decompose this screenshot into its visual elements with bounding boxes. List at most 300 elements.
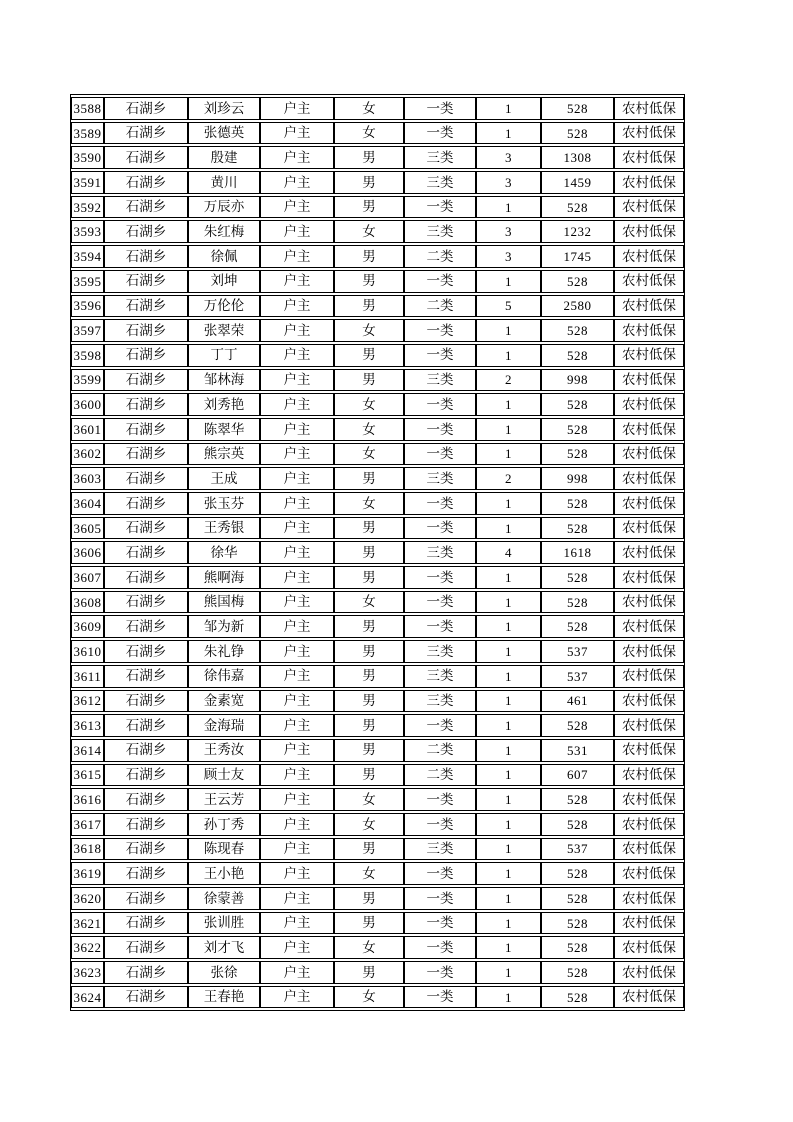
- township-cell: 石湖乡: [104, 467, 188, 490]
- table-row: [71, 739, 684, 762]
- relation-cell: 户主: [260, 344, 334, 367]
- amount-cell: 528: [541, 862, 614, 885]
- headcount-cell: 1: [476, 640, 541, 663]
- amount-cell: 1308: [541, 146, 614, 169]
- category-cell: 一类: [404, 591, 476, 614]
- amount-cell: 531: [541, 739, 614, 762]
- relation-cell: 户主: [260, 369, 334, 392]
- table-row: [71, 393, 684, 416]
- township-cell: 石湖乡: [104, 665, 188, 688]
- headcount-cell: 1: [476, 764, 541, 787]
- name-cell: 王成: [188, 467, 260, 490]
- amount-cell: 537: [541, 640, 614, 663]
- table-row: [71, 171, 684, 194]
- serial-cell: 3604: [71, 492, 104, 515]
- headcount-cell: 1: [476, 986, 541, 1009]
- table-row: [71, 640, 684, 663]
- assistance-type-cell: 农村低保: [614, 418, 684, 441]
- name-cell: 金素宽: [188, 690, 260, 713]
- headcount-cell: 1: [476, 665, 541, 688]
- welfare-roster-body: [71, 97, 684, 1008]
- table-row: [71, 196, 684, 219]
- name-cell: 刘珍云: [188, 97, 260, 120]
- relation-cell: 户主: [260, 690, 334, 713]
- serial-cell: 3609: [71, 615, 104, 638]
- headcount-cell: 1: [476, 443, 541, 466]
- serial-cell: 3620: [71, 887, 104, 910]
- amount-cell: 2580: [541, 295, 614, 318]
- serial-cell: 3601: [71, 418, 104, 441]
- table-row: [71, 369, 684, 392]
- township-cell: 石湖乡: [104, 220, 188, 243]
- township-cell: 石湖乡: [104, 690, 188, 713]
- relation-cell: 户主: [260, 196, 334, 219]
- name-cell: 张德英: [188, 122, 260, 145]
- headcount-cell: 1: [476, 270, 541, 293]
- name-cell: 朱红梅: [188, 220, 260, 243]
- name-cell: 王云芳: [188, 788, 260, 811]
- category-cell: 三类: [404, 838, 476, 861]
- township-cell: 石湖乡: [104, 714, 188, 737]
- name-cell: 王秀银: [188, 517, 260, 540]
- category-cell: 三类: [404, 690, 476, 713]
- name-cell: 陈现春: [188, 838, 260, 861]
- serial-cell: 3614: [71, 739, 104, 762]
- serial-cell: 3594: [71, 245, 104, 268]
- name-cell: 邹林海: [188, 369, 260, 392]
- serial-cell: 3603: [71, 467, 104, 490]
- assistance-type-cell: 农村低保: [614, 517, 684, 540]
- name-cell: 熊啊海: [188, 566, 260, 589]
- category-cell: 一类: [404, 615, 476, 638]
- serial-cell: 3600: [71, 393, 104, 416]
- relation-cell: 户主: [260, 640, 334, 663]
- amount-cell: 998: [541, 369, 614, 392]
- township-cell: 石湖乡: [104, 936, 188, 959]
- serial-cell: 3616: [71, 788, 104, 811]
- gender-cell: 女: [334, 418, 404, 441]
- assistance-type-cell: 农村低保: [614, 986, 684, 1009]
- relation-cell: 户主: [260, 739, 334, 762]
- category-cell: 一类: [404, 788, 476, 811]
- table-row: [71, 295, 684, 318]
- category-cell: 二类: [404, 295, 476, 318]
- amount-cell: 537: [541, 838, 614, 861]
- township-cell: 石湖乡: [104, 443, 188, 466]
- table-row: [71, 97, 684, 120]
- serial-cell: 3590: [71, 146, 104, 169]
- relation-cell: 户主: [260, 566, 334, 589]
- serial-cell: 3622: [71, 936, 104, 959]
- assistance-type-cell: 农村低保: [614, 245, 684, 268]
- category-cell: 一类: [404, 813, 476, 836]
- relation-cell: 户主: [260, 615, 334, 638]
- category-cell: 一类: [404, 97, 476, 120]
- township-cell: 石湖乡: [104, 196, 188, 219]
- headcount-cell: 1: [476, 788, 541, 811]
- gender-cell: 男: [334, 566, 404, 589]
- table-row: [71, 122, 684, 145]
- gender-cell: 女: [334, 936, 404, 959]
- serial-cell: 3612: [71, 690, 104, 713]
- category-cell: 一类: [404, 418, 476, 441]
- serial-cell: 3605: [71, 517, 104, 540]
- assistance-type-cell: 农村低保: [614, 640, 684, 663]
- township-cell: 石湖乡: [104, 517, 188, 540]
- township-cell: 石湖乡: [104, 171, 188, 194]
- headcount-cell: 2: [476, 369, 541, 392]
- assistance-type-cell: 农村低保: [614, 97, 684, 120]
- gender-cell: 女: [334, 591, 404, 614]
- gender-cell: 男: [334, 690, 404, 713]
- assistance-type-cell: 农村低保: [614, 344, 684, 367]
- headcount-cell: 1: [476, 690, 541, 713]
- relation-cell: 户主: [260, 443, 334, 466]
- assistance-type-cell: 农村低保: [614, 961, 684, 984]
- gender-cell: 女: [334, 97, 404, 120]
- headcount-cell: 3: [476, 245, 541, 268]
- relation-cell: 户主: [260, 764, 334, 787]
- headcount-cell: 1: [476, 418, 541, 441]
- amount-cell: 528: [541, 196, 614, 219]
- assistance-type-cell: 农村低保: [614, 813, 684, 836]
- township-cell: 石湖乡: [104, 640, 188, 663]
- category-cell: 三类: [404, 220, 476, 243]
- serial-cell: 3611: [71, 665, 104, 688]
- gender-cell: 女: [334, 986, 404, 1009]
- township-cell: 石湖乡: [104, 97, 188, 120]
- serial-cell: 3613: [71, 714, 104, 737]
- amount-cell: 528: [541, 912, 614, 935]
- township-cell: 石湖乡: [104, 418, 188, 441]
- assistance-type-cell: 农村低保: [614, 714, 684, 737]
- name-cell: 黄川: [188, 171, 260, 194]
- table-row: [71, 986, 684, 1009]
- table-row: [71, 813, 684, 836]
- category-cell: 三类: [404, 369, 476, 392]
- serial-cell: 3606: [71, 541, 104, 564]
- category-cell: 三类: [404, 665, 476, 688]
- township-cell: 石湖乡: [104, 492, 188, 515]
- assistance-type-cell: 农村低保: [614, 220, 684, 243]
- gender-cell: 男: [334, 665, 404, 688]
- table-row: [71, 541, 684, 564]
- category-cell: 一类: [404, 196, 476, 219]
- assistance-type-cell: 农村低保: [614, 393, 684, 416]
- headcount-cell: 1: [476, 961, 541, 984]
- category-cell: 三类: [404, 541, 476, 564]
- gender-cell: 女: [334, 122, 404, 145]
- gender-cell: 男: [334, 739, 404, 762]
- serial-cell: 3607: [71, 566, 104, 589]
- headcount-cell: 1: [476, 739, 541, 762]
- gender-cell: 男: [334, 369, 404, 392]
- serial-cell: 3591: [71, 171, 104, 194]
- serial-cell: 3589: [71, 122, 104, 145]
- gender-cell: 女: [334, 492, 404, 515]
- relation-cell: 户主: [260, 418, 334, 441]
- assistance-type-cell: 农村低保: [614, 492, 684, 515]
- serial-cell: 3618: [71, 838, 104, 861]
- table-row: [71, 492, 684, 515]
- assistance-type-cell: 农村低保: [614, 270, 684, 293]
- table-row: [71, 936, 684, 959]
- headcount-cell: 1: [476, 344, 541, 367]
- category-cell: 一类: [404, 319, 476, 342]
- township-cell: 石湖乡: [104, 295, 188, 318]
- name-cell: 孙丁秀: [188, 813, 260, 836]
- gender-cell: 女: [334, 393, 404, 416]
- relation-cell: 户主: [260, 270, 334, 293]
- township-cell: 石湖乡: [104, 393, 188, 416]
- assistance-type-cell: 农村低保: [614, 615, 684, 638]
- headcount-cell: 3: [476, 171, 541, 194]
- township-cell: 石湖乡: [104, 146, 188, 169]
- category-cell: 二类: [404, 739, 476, 762]
- township-cell: 石湖乡: [104, 319, 188, 342]
- table-row: [71, 615, 684, 638]
- category-cell: 三类: [404, 467, 476, 490]
- township-cell: 石湖乡: [104, 986, 188, 1009]
- assistance-type-cell: 农村低保: [614, 838, 684, 861]
- relation-cell: 户主: [260, 665, 334, 688]
- amount-cell: 1618: [541, 541, 614, 564]
- township-cell: 石湖乡: [104, 912, 188, 935]
- township-cell: 石湖乡: [104, 862, 188, 885]
- assistance-type-cell: 农村低保: [614, 541, 684, 564]
- name-cell: 万辰亦: [188, 196, 260, 219]
- headcount-cell: 1: [476, 122, 541, 145]
- name-cell: 陈翠华: [188, 418, 260, 441]
- name-cell: 徐佩: [188, 245, 260, 268]
- gender-cell: 女: [334, 319, 404, 342]
- name-cell: 王小艳: [188, 862, 260, 885]
- table-row: [71, 961, 684, 984]
- relation-cell: 户主: [260, 245, 334, 268]
- relation-cell: 户主: [260, 171, 334, 194]
- assistance-type-cell: 农村低保: [614, 690, 684, 713]
- assistance-type-cell: 农村低保: [614, 443, 684, 466]
- headcount-cell: 1: [476, 517, 541, 540]
- name-cell: 张翠荣: [188, 319, 260, 342]
- gender-cell: 女: [334, 862, 404, 885]
- relation-cell: 户主: [260, 220, 334, 243]
- relation-cell: 户主: [260, 912, 334, 935]
- headcount-cell: 1: [476, 714, 541, 737]
- relation-cell: 户主: [260, 714, 334, 737]
- relation-cell: 户主: [260, 295, 334, 318]
- table-row: [71, 838, 684, 861]
- table-row: [71, 665, 684, 688]
- amount-cell: 528: [541, 492, 614, 515]
- headcount-cell: 1: [476, 492, 541, 515]
- relation-cell: 户主: [260, 838, 334, 861]
- serial-cell: 3595: [71, 270, 104, 293]
- table-row: [71, 912, 684, 935]
- table-row: [71, 862, 684, 885]
- relation-cell: 户主: [260, 936, 334, 959]
- table-row: [71, 245, 684, 268]
- relation-cell: 户主: [260, 122, 334, 145]
- table-row: [71, 714, 684, 737]
- name-cell: 丁丁: [188, 344, 260, 367]
- category-cell: 一类: [404, 122, 476, 145]
- relation-cell: 户主: [260, 591, 334, 614]
- headcount-cell: 1: [476, 912, 541, 935]
- category-cell: 一类: [404, 986, 476, 1009]
- amount-cell: 1745: [541, 245, 614, 268]
- amount-cell: 528: [541, 344, 614, 367]
- serial-cell: 3610: [71, 640, 104, 663]
- serial-cell: 3619: [71, 862, 104, 885]
- category-cell: 三类: [404, 640, 476, 663]
- category-cell: 二类: [404, 764, 476, 787]
- name-cell: 万伦伦: [188, 295, 260, 318]
- serial-cell: 3588: [71, 97, 104, 120]
- gender-cell: 男: [334, 196, 404, 219]
- assistance-type-cell: 农村低保: [614, 146, 684, 169]
- amount-cell: 528: [541, 270, 614, 293]
- township-cell: 石湖乡: [104, 615, 188, 638]
- gender-cell: 男: [334, 961, 404, 984]
- relation-cell: 户主: [260, 146, 334, 169]
- headcount-cell: 1: [476, 936, 541, 959]
- category-cell: 一类: [404, 443, 476, 466]
- name-cell: 朱礼铮: [188, 640, 260, 663]
- gender-cell: 男: [334, 344, 404, 367]
- relation-cell: 户主: [260, 961, 334, 984]
- township-cell: 石湖乡: [104, 369, 188, 392]
- serial-cell: 3608: [71, 591, 104, 614]
- township-cell: 石湖乡: [104, 788, 188, 811]
- category-cell: 三类: [404, 171, 476, 194]
- amount-cell: 537: [541, 665, 614, 688]
- amount-cell: 528: [541, 122, 614, 145]
- amount-cell: 1232: [541, 220, 614, 243]
- category-cell: 一类: [404, 517, 476, 540]
- amount-cell: 998: [541, 467, 614, 490]
- amount-cell: 1459: [541, 171, 614, 194]
- amount-cell: 528: [541, 714, 614, 737]
- category-cell: 一类: [404, 270, 476, 293]
- township-cell: 石湖乡: [104, 887, 188, 910]
- table-row: [71, 887, 684, 910]
- table-row: [71, 270, 684, 293]
- serial-cell: 3602: [71, 443, 104, 466]
- headcount-cell: 3: [476, 146, 541, 169]
- gender-cell: 女: [334, 443, 404, 466]
- name-cell: 刘才飞: [188, 936, 260, 959]
- amount-cell: 528: [541, 443, 614, 466]
- relation-cell: 户主: [260, 517, 334, 540]
- category-cell: 一类: [404, 492, 476, 515]
- headcount-cell: 1: [476, 591, 541, 614]
- table-row: [71, 467, 684, 490]
- assistance-type-cell: 农村低保: [614, 122, 684, 145]
- headcount-cell: 5: [476, 295, 541, 318]
- name-cell: 刘坤: [188, 270, 260, 293]
- name-cell: 徐伟嘉: [188, 665, 260, 688]
- assistance-type-cell: 农村低保: [614, 764, 684, 787]
- assistance-type-cell: 农村低保: [614, 566, 684, 589]
- assistance-type-cell: 农村低保: [614, 467, 684, 490]
- gender-cell: 男: [334, 295, 404, 318]
- name-cell: 张玉芬: [188, 492, 260, 515]
- headcount-cell: 1: [476, 838, 541, 861]
- headcount-cell: 4: [476, 541, 541, 564]
- category-cell: 一类: [404, 344, 476, 367]
- serial-cell: 3593: [71, 220, 104, 243]
- headcount-cell: 1: [476, 196, 541, 219]
- headcount-cell: 1: [476, 615, 541, 638]
- amount-cell: 528: [541, 393, 614, 416]
- name-cell: 殷建: [188, 146, 260, 169]
- category-cell: 一类: [404, 714, 476, 737]
- relation-cell: 户主: [260, 393, 334, 416]
- category-cell: 三类: [404, 146, 476, 169]
- table-row: [71, 788, 684, 811]
- township-cell: 石湖乡: [104, 813, 188, 836]
- amount-cell: 528: [541, 788, 614, 811]
- township-cell: 石湖乡: [104, 245, 188, 268]
- relation-cell: 户主: [260, 887, 334, 910]
- category-cell: 二类: [404, 245, 476, 268]
- amount-cell: 528: [541, 591, 614, 614]
- assistance-type-cell: 农村低保: [614, 196, 684, 219]
- gender-cell: 男: [334, 146, 404, 169]
- headcount-cell: 3: [476, 220, 541, 243]
- gender-cell: 男: [334, 245, 404, 268]
- name-cell: 张训胜: [188, 912, 260, 935]
- table-row: [71, 344, 684, 367]
- name-cell: 王秀汝: [188, 739, 260, 762]
- table-row: [71, 690, 684, 713]
- serial-cell: 3623: [71, 961, 104, 984]
- amount-cell: 461: [541, 690, 614, 713]
- name-cell: 王春艳: [188, 986, 260, 1009]
- amount-cell: 528: [541, 517, 614, 540]
- name-cell: 张徐: [188, 961, 260, 984]
- headcount-cell: 1: [476, 566, 541, 589]
- name-cell: 顾士友: [188, 764, 260, 787]
- headcount-cell: 1: [476, 97, 541, 120]
- township-cell: 石湖乡: [104, 838, 188, 861]
- assistance-type-cell: 农村低保: [614, 862, 684, 885]
- category-cell: 一类: [404, 961, 476, 984]
- welfare-roster-table: [70, 94, 685, 1011]
- serial-cell: 3596: [71, 295, 104, 318]
- assistance-type-cell: 农村低保: [614, 739, 684, 762]
- assistance-type-cell: 农村低保: [614, 369, 684, 392]
- table-row: [71, 591, 684, 614]
- amount-cell: 528: [541, 615, 614, 638]
- township-cell: 石湖乡: [104, 566, 188, 589]
- gender-cell: 男: [334, 270, 404, 293]
- category-cell: 一类: [404, 566, 476, 589]
- assistance-type-cell: 农村低保: [614, 788, 684, 811]
- relation-cell: 户主: [260, 541, 334, 564]
- serial-cell: 3621: [71, 912, 104, 935]
- name-cell: 徐蒙善: [188, 887, 260, 910]
- category-cell: 一类: [404, 393, 476, 416]
- table-row: [71, 443, 684, 466]
- assistance-type-cell: 农村低保: [614, 887, 684, 910]
- name-cell: 熊国梅: [188, 591, 260, 614]
- table-row: [71, 764, 684, 787]
- relation-cell: 户主: [260, 788, 334, 811]
- serial-cell: 3597: [71, 319, 104, 342]
- relation-cell: 户主: [260, 319, 334, 342]
